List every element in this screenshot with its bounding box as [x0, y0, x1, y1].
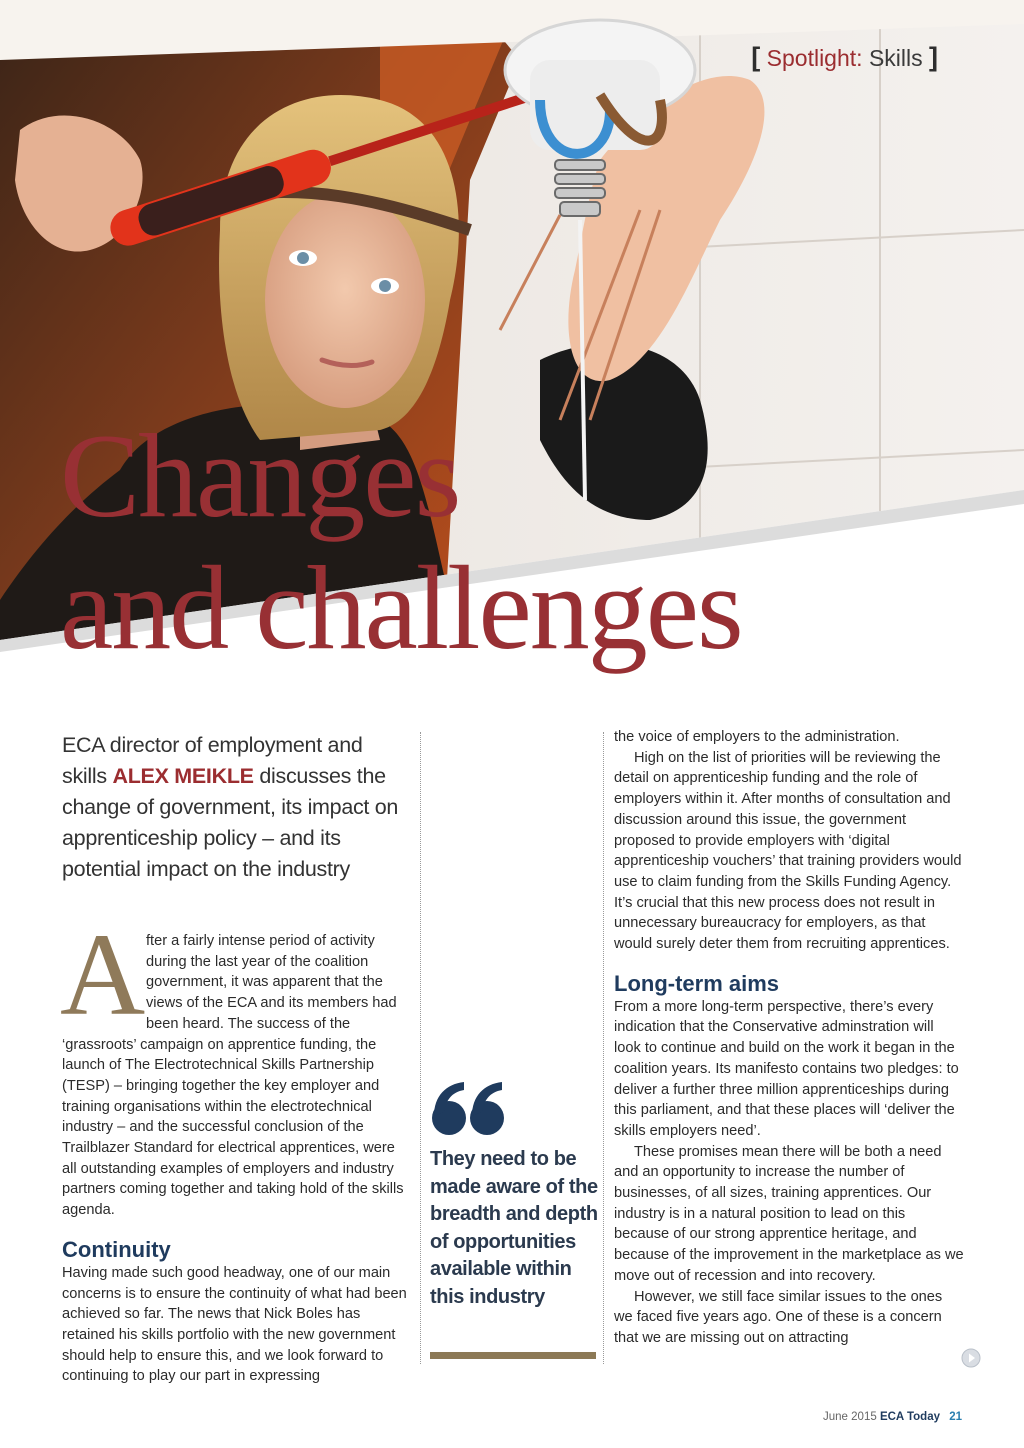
subhead-long-term-aims: Long-term aims	[614, 970, 780, 996]
longterm-paragraph-1: From a more long-term perspective, there’s every indication that the Conservative adminstration will look to continue and build on the work it began in the coalition years. Its manifesto contains two pledges: to deliver a further three million apprenticeships during this parliament, and that these places will ‘deliver the skills employers need’.	[614, 998, 959, 1139]
longterm-paragraph-2: These promises mean there will be both a need and an opportunity to increase the number of businesses, of all sizes, training apprentices. Our industry is in a natural position to lead on this because of our strong apprentice heritage, and because of the improvement in the marketplace as we move out of recession and into recovery.	[614, 1143, 964, 1284]
pullquote-column	[430, 730, 598, 1362]
column-1	[62, 730, 412, 1387]
page-number: 21	[949, 1411, 962, 1423]
section-keyword: Spotlight:	[766, 45, 863, 71]
standfirst-before: ECA director of employment and skills	[62, 733, 363, 788]
bracket-close: ]	[929, 42, 938, 72]
column-rule-left	[420, 732, 421, 1364]
pullquote-text: They need to be made aware of the breadth and depth of opportunities available within this industry	[430, 1148, 598, 1308]
article-headline	[60, 410, 742, 674]
longterm-paragraph-3: However, we still face similar issues to the ones we faced five years ago. One of these is a concern that we are missing out on attracting	[614, 1288, 943, 1346]
intro-text: fter a fairly intense period of activity during the last year of the coalition government, it was apparent that the views of the ECA and its members had been heard. The success of the ‘grassroots’ campaign on apprentice funding, the launch of The Electrotechnical Skills Partnership (TESP) – bringing together the key employer and training organisations within the electrotechnical industry – and the successful conclusion of the Trailblazer Standard for electrical apprentices, were all outstanding examples of employers and industry partners coming together and taking hold of the skills agenda.	[62, 933, 404, 1219]
page-footer	[823, 1411, 962, 1423]
column-3	[614, 727, 964, 1349]
quote-mark-icon	[430, 1080, 510, 1136]
continuity-paragraph: Having made such good headway, one of our main concerns is to ensure the continuity of what had been achieved so far. The news that Nick Boles has retained his skills portfolio with the new government should help to ensure this, and we look forward to continuing to play our part in expressing	[62, 1264, 407, 1385]
section-label	[751, 42, 938, 73]
section-topic: Skills	[868, 45, 923, 71]
footer-magazine: ECA Today	[879, 1411, 940, 1423]
column-rule-right	[603, 732, 604, 1364]
subhead-continuity: Continuity	[62, 1236, 171, 1262]
col3-paragraph-2: High on the list of priorities will be reviewing the detail on apprenticeship funding and the role of employers within it. After months of consultation and discussion around this issue, the government proposed to provide employers with ‘digital apprenticeship vouchers’ that training providers would use to claim funding from the Skills Funding Agency. It’s crucial that this new process does not result in unnecessary bureaucracy for employers, as that would surely deter them from recruiting apprentices.	[614, 749, 962, 953]
author-name: ALEX MEIKLE	[112, 764, 254, 788]
bracket-open: [	[751, 42, 761, 72]
intro-paragraph	[60, 909, 412, 1221]
drop-cap: A	[60, 909, 146, 1040]
standfirst-after: discusses the change of government, its impact on apprenticeship policy – and its potential impact on the industry	[62, 764, 399, 881]
pullquote-bar	[430, 1352, 596, 1359]
headline-line-2: and challenges	[60, 541, 742, 674]
footer-date: June 2015	[823, 1411, 877, 1423]
col3-paragraph-1: the voice of employers to the administration.	[614, 729, 900, 745]
next-page-icon[interactable]	[961, 1348, 981, 1368]
headline-line-1: Changes	[60, 409, 460, 542]
standfirst	[62, 730, 412, 885]
